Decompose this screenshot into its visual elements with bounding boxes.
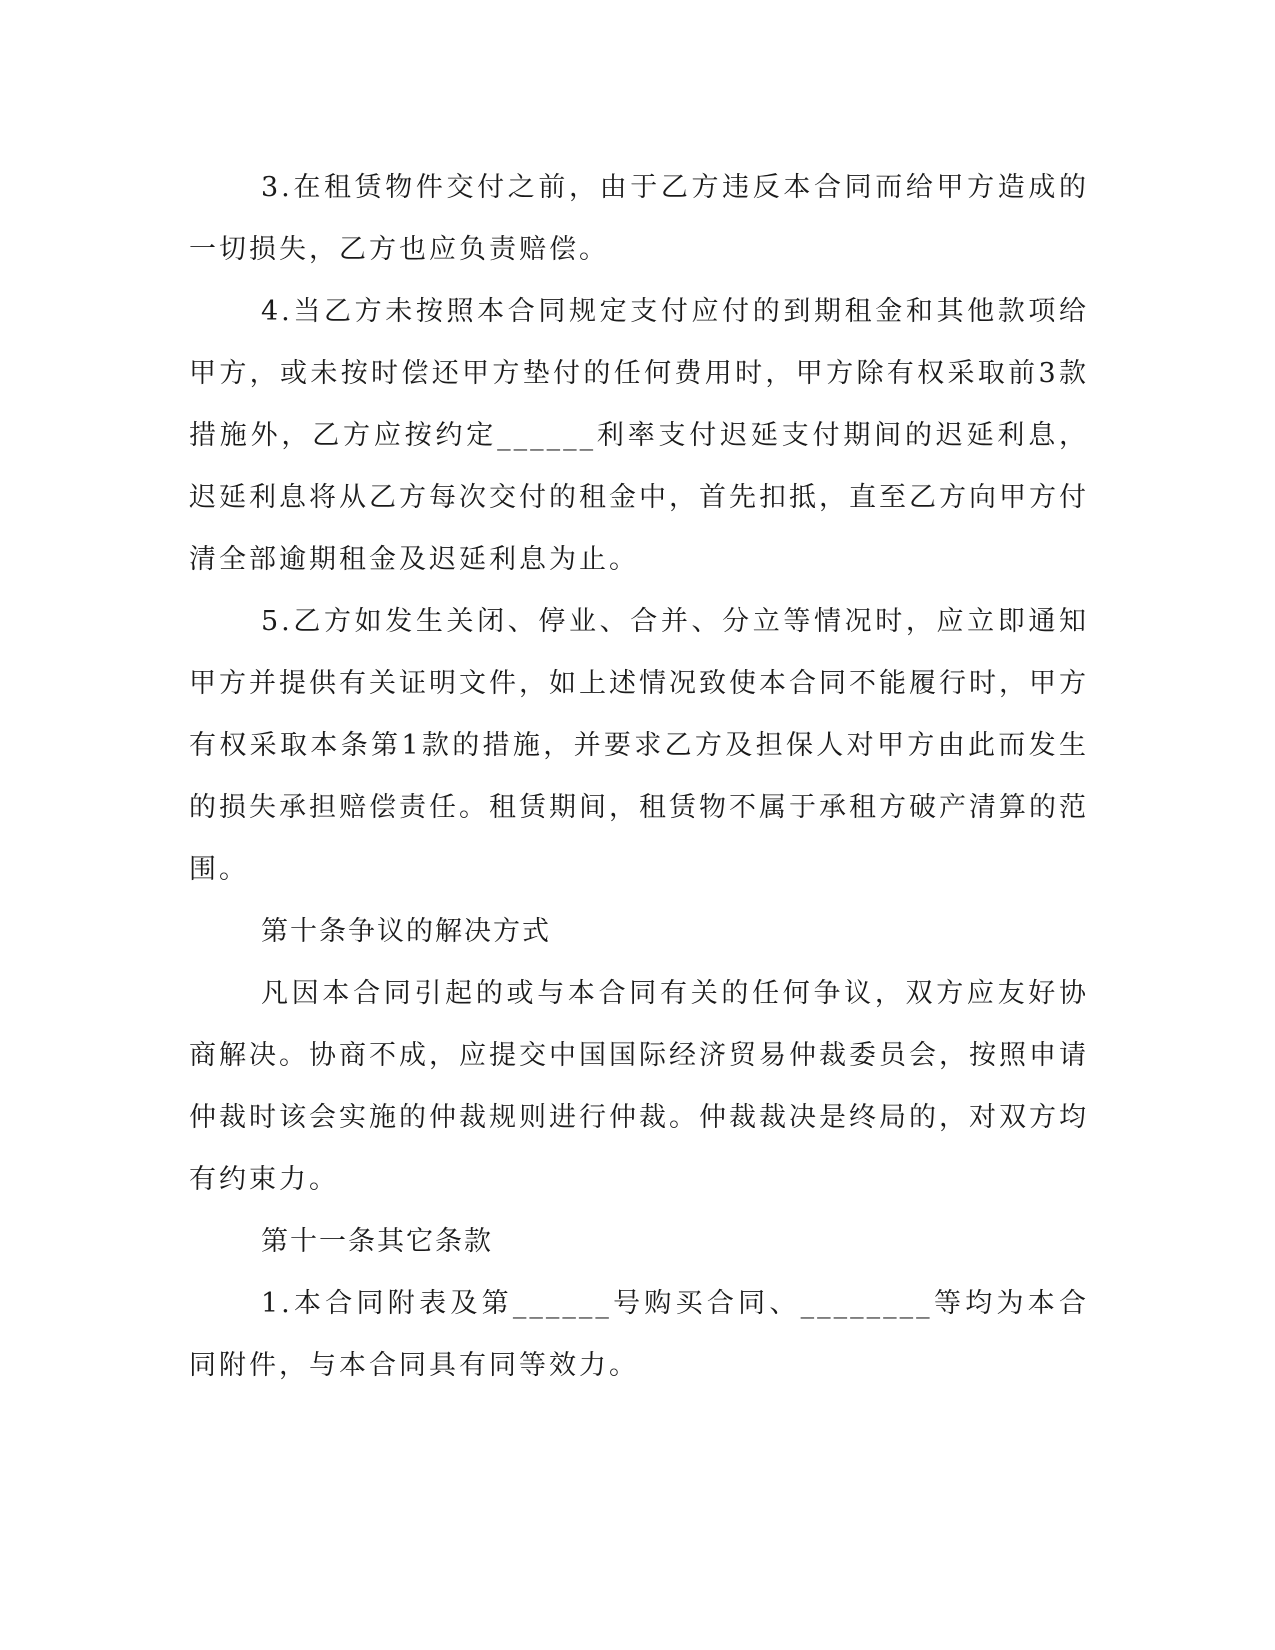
clause-5-paragraph: 5.乙方如发生关闭、停业、合并、分立等情况时，应立即通知甲方并提供有关证明文件，如上述情况致使本合同不能履行时，甲方有权采取本条第1款的措施，并要求乙方及担保人对甲方由此而发生的损失承担赔偿责任。租赁期间，租赁物不属于承租方破产清算的范围。 bbox=[189, 606, 1089, 885]
article-10-heading: 第十条争议的解决方式 bbox=[261, 916, 551, 947]
clause-4-paragraph: 4.当乙方未按照本合同规定支付应付的到期租金和其他款项给甲方，或未按时偿还甲方垫付的任何费用时，甲方除有权采取前3款措施外，乙方应按约定______利率支付迟延支付期间的迟延利息，迟延利息将从乙方每次交付的租金中，首先扣抵，直至乙方向甲方付清全部逾期租金及迟延利息为止。 bbox=[189, 296, 1089, 575]
article-11-heading: 第十一条其它条款 bbox=[261, 1226, 493, 1257]
article-11-clause-1: 1.本合同附表及第______号购买合同、________等均为本合同附件，与本合同具有同等效力。 bbox=[189, 1288, 1089, 1381]
article-10-body: 凡因本合同引起的或与本合同有关的任何争议，双方应友好协商解决。协商不成，应提交中国国际经济贸易仲裁委员会，按照申请仲裁时该会实施的仲裁规则进行仲裁。仲裁裁决是终局的，对双方均有约束力。 bbox=[189, 978, 1089, 1195]
document-body bbox=[189, 157, 1089, 1397]
clause-3-paragraph: 3.在租赁物件交付之前，由于乙方违反本合同而给甲方造成的一切损失，乙方也应负责赔偿。 bbox=[189, 172, 1089, 265]
